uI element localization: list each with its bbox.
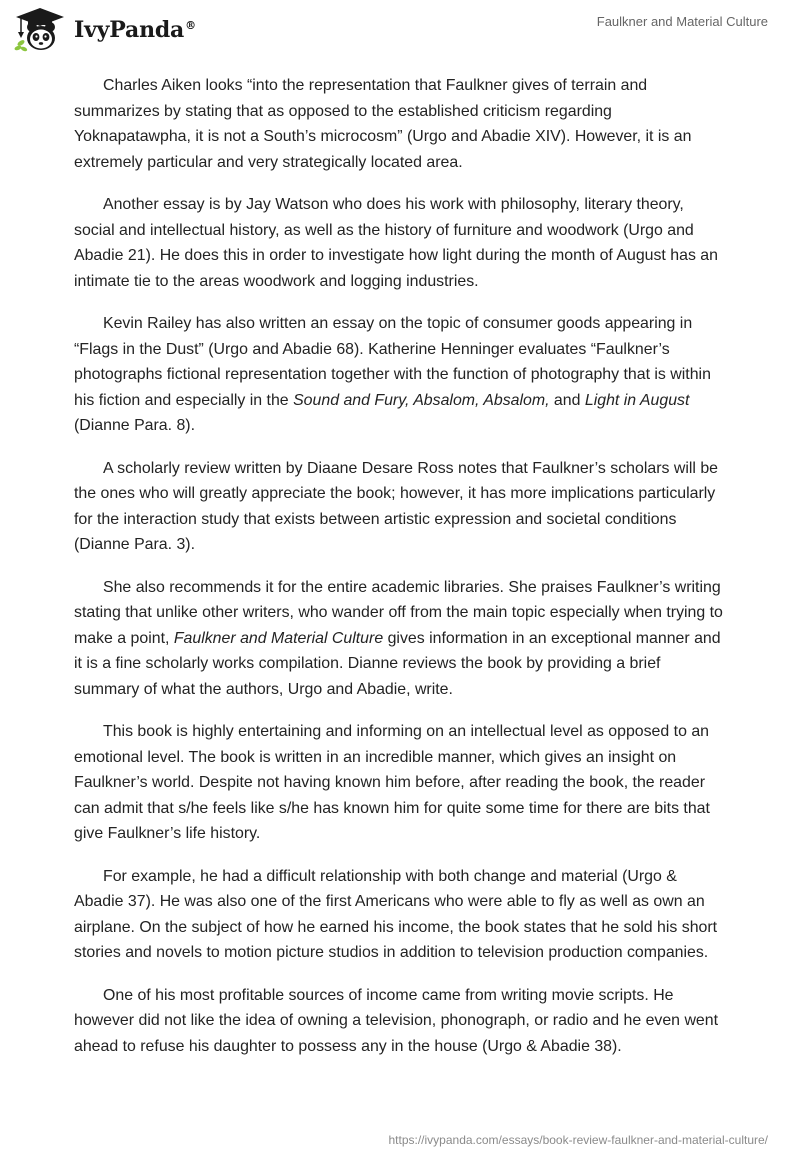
paragraph-text: (Dianne Para. 8). xyxy=(74,417,196,434)
paragraph xyxy=(74,311,724,439)
paragraph-text: and xyxy=(549,391,585,409)
paragraph-text: A scholarly review written by Diaane Desare Ross notes that Faulkner’s scholars will be the ones who will greatly appreciate the book; however, it has more implications particularly for the interaction study that exists between artistic expression and societal conditions (Dianne Para. 3). xyxy=(74,459,719,553)
paragraph xyxy=(74,864,724,966)
paragraph-text: Another essay is by Jay Watson who does his work with philosophy, literary theory, social and intellectual history, as well as the history of furniture and woodwork (Urgo and Abadie 21). He does this in order to investigate how light during the month of August has an intimate tie to the areas woodwork and logging industries. xyxy=(74,196,718,290)
document-title: Faulkner and Material Culture xyxy=(596,14,768,29)
paragraph-text: She also recommends it for the entire academic libraries. She praises Faulkner’s writing stating that unlike other writers, who wander off from the main topic especially when trying to make a point, xyxy=(74,578,723,647)
paragraph-text: Kevin Railey has also written an essay on the topic of consumer goods appearing in “Flags in the Dust” (Urgo and Abadie 68). Katherine Henninger evaluates “Faulkner’s photographs fictional representation together with the function of photography that is within his fiction and especially in the xyxy=(74,315,711,409)
essay-body xyxy=(74,73,724,1076)
registered-mark: ® xyxy=(185,18,196,32)
ivypanda-logo[interactable] xyxy=(12,6,196,54)
paragraph xyxy=(74,456,724,558)
page-header xyxy=(0,0,800,60)
brand-name: IvyPanda® xyxy=(74,17,196,43)
paragraph-text: One of his most profitable sources of income came from writing movie scripts. He however did not like the idea of owning a television, phonograph, or radio and he even went ahead to refuse his daughter to possess any in the house (Urgo & Abadie 38). xyxy=(74,986,719,1055)
paragraph xyxy=(74,719,724,847)
italic-title: Light in August xyxy=(584,391,690,409)
italic-title: Faulkner and Material Culture xyxy=(173,629,384,647)
paragraph-text: Charles Aiken looks “into the representation that Faulkner gives of terrain and summarizes by stating that as opposed to the established criticism regarding Yoknapatawpha, it is not a South’s microcosm” (Urgo and Abadie XIV). However, it is an extremely particular and very strategically located area. xyxy=(74,77,692,171)
source-url[interactable]: https://ivypanda.com/essays/book-review-faulkner-and-material-culture/ xyxy=(388,1133,768,1147)
paragraph xyxy=(74,983,724,1060)
paragraph-text: gives information in an exceptional manner and it is a fine scholarly works compilation. Dianne reviews the book by providing a brief summary of what the authors, Urgo and Abadie, write. xyxy=(74,629,721,698)
panda-logo-icon xyxy=(12,6,68,54)
paragraph-text: For example, he had a difficult relationship with both change and material (Urgo & Abadie 37). He was also one of the first Americans who were able to fly as well as own an airplane. On the subject of how he earned his income, the book states that he sold his short stories and novels to motion picture studios in addition to television production companies. xyxy=(74,867,718,961)
italic-title: Sound and Fury, Absalom, Absalom, xyxy=(293,391,550,409)
paragraph xyxy=(74,73,724,175)
paragraph xyxy=(74,192,724,294)
paragraph xyxy=(74,575,724,703)
paragraph-text: This book is highly entertaining and informing on an intellectual level as opposed to an emotional level. The book is written in an incredible manner, which gives an insight on Faulkner’s world. Despite not having known him before, after reading the book, the reader can admit that s/he feels like s/he has known him for quite some time for there are bits that give Faulkner’s life history. xyxy=(74,723,710,842)
